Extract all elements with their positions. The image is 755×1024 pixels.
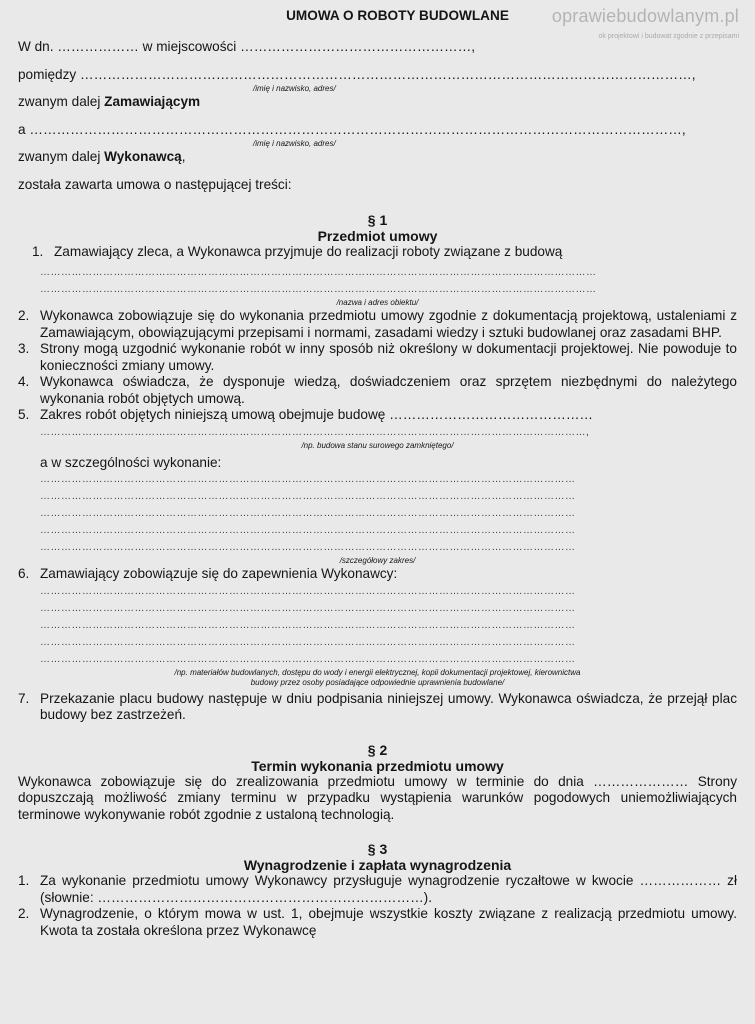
scope-blank: ………………………………………………………………………………………………………………………………………	[40, 508, 576, 519]
build-blank: …………………………………………………………………………………………………………………………………………,	[40, 426, 590, 438]
section-2-body: Wykonawca zobowiązuje się do zrealizowania przedmiotu umowy w terminie do dnia ………………… Strony dopuszczają możliwość zmiany terminu w przypadku wystąpienia warunków pogodowych uniemożliwiających terminowe wykonywanie robót zgodnie z ustaloną technologią.	[18, 773, 737, 822]
date-label: W dn.	[18, 38, 54, 54]
s1-item-5	[18, 407, 737, 424]
supply-blank: ………………………………………………………………………………………………………………………………………	[40, 602, 576, 614]
place-blank: ……………………………………………,	[240, 38, 475, 54]
scope-blanks	[18, 471, 737, 556]
item-number: 3.	[18, 341, 30, 356]
and-line	[18, 122, 737, 139]
contractor-called-line	[18, 149, 737, 166]
intro-text: została zawarta umowa o następującej treści:	[18, 177, 292, 192]
client-blank: ………………………………………………………………………………………………………………………,	[79, 67, 696, 82]
supply-blank: ………………………………………………………………………………………………………………………………………	[40, 636, 576, 648]
section-2-number: § 2	[367, 741, 388, 758]
caption-contractor-name: /imię i nazwisko, adres/	[253, 138, 336, 148]
item-text: Wynagrodzenie, o którym mowa w ust. 1, obejmuje wszystkie koszty związane z realizacją przedmiotu umowy. Kwota ta została określona przez Wykonawcę	[40, 906, 737, 938]
item-number: 2.	[18, 308, 30, 323]
supply-blank: ………………………………………………………………………………………………………………………………………	[40, 619, 576, 631]
item-text: Strony mogą uzgodnić wykonanie robót w inny sposób niż określony w dokumentacji projektowej. Nie powoduje to konieczności zmiany umowy.	[40, 341, 737, 373]
item-text: Przekazanie placu budowy następuje w dniu podpisania niniejszej umowy. Wykonawca oświadcza, że przejął plac budowy bez zastrzeżeń.	[40, 690, 737, 722]
caption-client-name: /imię i nazwisko, adres/	[253, 83, 336, 93]
section-1-heading: Przedmiot umowy	[317, 227, 438, 244]
section-1-number: § 1	[367, 211, 388, 228]
s1-item-3	[18, 341, 737, 374]
s1-item-2	[18, 308, 737, 341]
item-text: Za wykonanie przedmiotu umowy Wykonawcy przysługuje wynagrodzenie ryczałtowe w kwocie ……………… zł (słownie: ………………………………………………………………).	[40, 873, 737, 905]
object-blank-1: ……………………………………………………………………………………………………………………………………………	[40, 267, 597, 278]
item-number: 6.	[18, 566, 30, 581]
contractor-role: Wykonawcą	[104, 148, 182, 164]
caption-scope: /szczegółowy zakres/	[339, 556, 416, 565]
detail-intro: a w szczególności wykonanie:	[40, 454, 222, 470]
between-line	[18, 67, 737, 84]
called-client-label: zwanym dalej	[18, 93, 101, 109]
document-title: UMOWA O ROBOTY BUDOWLANE	[286, 8, 509, 23]
item-number: 1.	[32, 243, 44, 259]
called-contractor-label: zwanym dalej	[18, 148, 101, 164]
s1-item-6	[18, 566, 737, 583]
item-number: 1.	[18, 873, 30, 888]
scope-blank: ………………………………………………………………………………………………………………………………………	[40, 474, 576, 485]
item-number: 2.	[18, 906, 30, 921]
caption-supply-1: /np. materiałów budowlanych, dostępu do wody i energii elektrycznej, kopii dokumentacji projektowej, kierownictwa	[174, 667, 581, 677]
caption-supply-2: budowy przez osoby posiadające odpowiednie uprawnienia budowlane/	[250, 677, 505, 687]
comma: ,	[181, 148, 186, 164]
between-label: pomiędzy	[18, 67, 77, 82]
contractor-blank: ………………………………………………………………………………………………………………………………,	[29, 122, 686, 137]
watermark-logo	[552, 8, 739, 45]
s1-item-7	[18, 691, 737, 724]
item-text: Zamawiający zleca, a Wykonawca przyjmuje do realizacji roboty związane z budową	[54, 243, 563, 259]
item-text: Zakres robót objętych niniejszą umową obejmuje budowę ………………………………………	[40, 407, 594, 422]
scope-blank: ………………………………………………………………………………………………………………………………………	[40, 491, 576, 502]
supply-blank: ………………………………………………………………………………………………………………………………………	[40, 585, 576, 597]
supply-blank: ………………………………………………………………………………………………………………………………………	[40, 653, 576, 665]
s3-item-1	[18, 873, 737, 906]
object-blank-2: ……………………………………………………………………………………………………………………………………………	[40, 284, 597, 295]
brand-name: oprawiebudowlanym.pl	[551, 6, 739, 26]
item-text: Wykonawca zobowiązuje się do wykonania przedmiotu umowy zgodnie z dokumentacją projektową, ustaleniami z Zamawiającym, obowiązującymi przepisami i normami, zasadami wiedzy i sztuki budowlanej oraz zasadami BHP.	[40, 308, 737, 340]
scope-blank: ………………………………………………………………………………………………………………………………………	[40, 542, 576, 553]
place-label: w miejscowości	[142, 38, 237, 54]
item-text: Zamawiający zobowiązuje się do zapewnienia Wykonawcy:	[40, 566, 398, 581]
client-role: Zamawiającym	[104, 93, 201, 109]
item-number: 5.	[18, 407, 30, 422]
item-number: 4.	[18, 374, 30, 389]
supply-blanks	[18, 583, 737, 668]
scope-blank: ………………………………………………………………………………………………………………………………………	[40, 525, 576, 536]
s1-item-4	[18, 374, 737, 407]
section-3-heading: Wynagrodzenie i zapłata wynagrodzenia	[243, 857, 512, 873]
caption-object: /nazwa i adres obiektu/	[336, 298, 419, 307]
brand-tagline: ok projektowi i budowat zgodnie z przepisami	[598, 32, 739, 40]
item-number: 7.	[18, 690, 30, 706]
and-label: a	[18, 122, 26, 137]
section-3-number: § 3	[367, 841, 388, 857]
client-called-line	[18, 94, 737, 111]
section-2-heading: Termin wykonania przedmiotu umowy	[251, 757, 504, 774]
s3-item-2	[18, 906, 737, 939]
item-text: Wykonawca oświadcza, że dysponuje wiedzą, doświadczeniem oraz sprzętem niezbędnymi do należytego wykonania robót objętych umową.	[40, 374, 737, 406]
s1-item-1	[18, 244, 737, 261]
caption-build: /np. budowa stanu surowego zamkniętego/	[301, 440, 454, 450]
date-blank: ………………	[57, 38, 139, 54]
